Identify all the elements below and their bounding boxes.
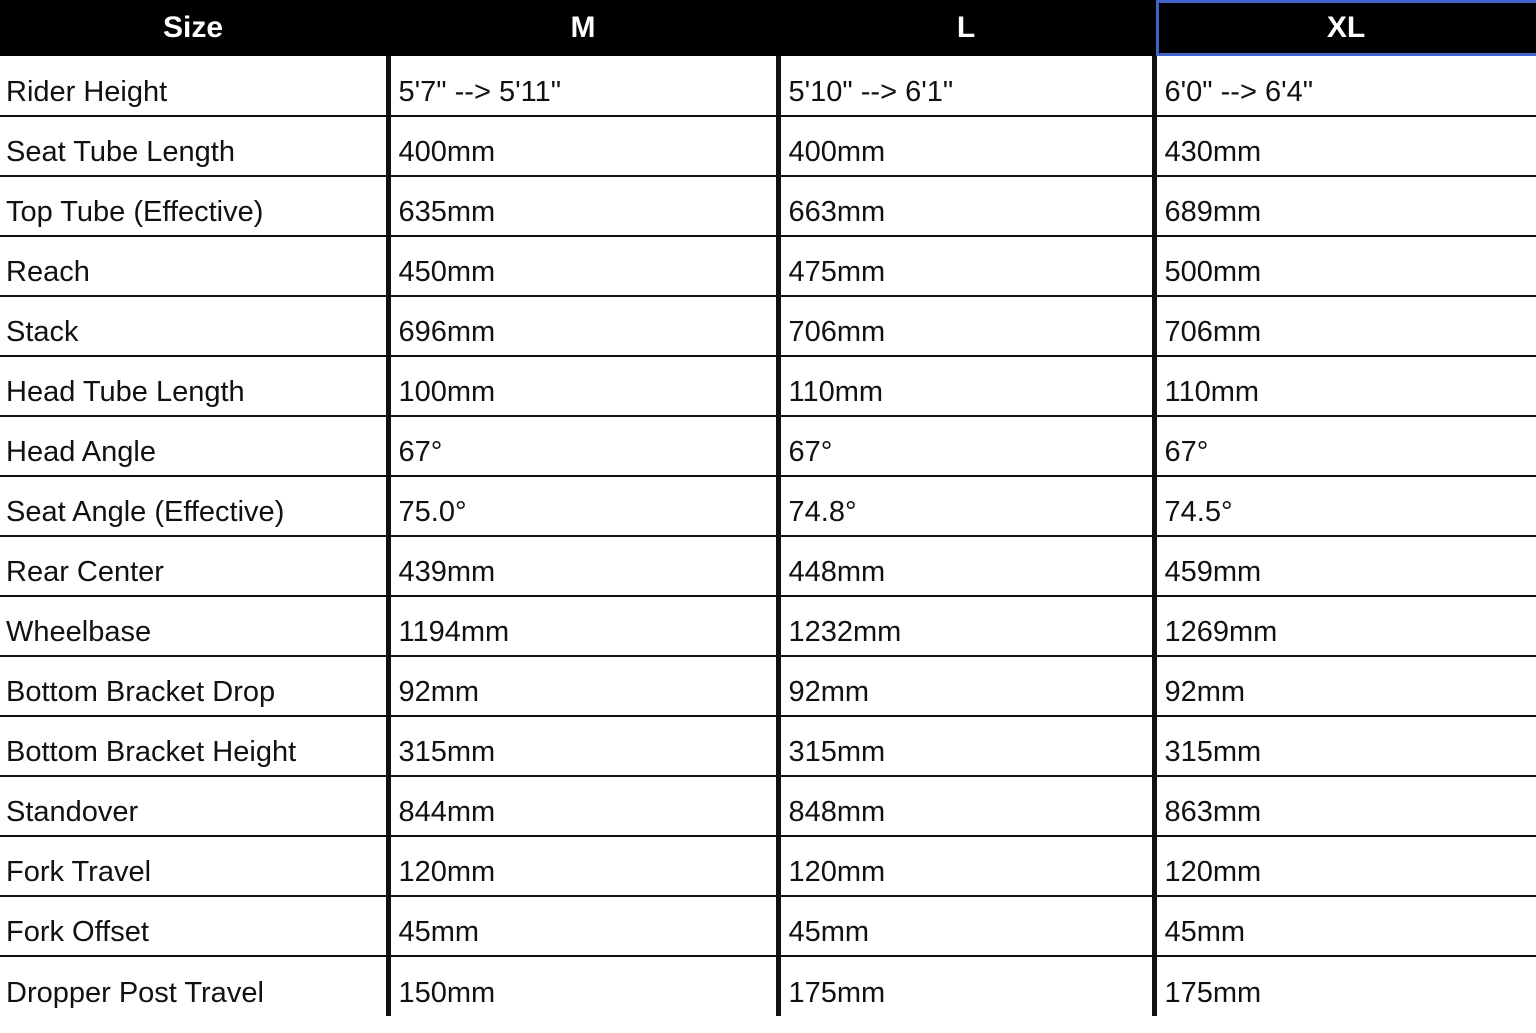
table-row — [0, 836, 1536, 896]
table-header — [0, 0, 1536, 56]
cell-xl: 92mm — [1154, 656, 1536, 716]
row-label: Dropper Post Travel — [6, 977, 264, 1009]
cell-m: 635mm — [388, 176, 778, 236]
cell-m: 844mm — [388, 776, 778, 836]
cell-xl: 110mm — [1154, 356, 1536, 416]
cell-xl: 74.5° — [1154, 476, 1536, 536]
table-row — [0, 416, 1536, 476]
cell-m: 450mm — [388, 236, 778, 296]
cell-m: 67° — [388, 416, 778, 476]
cell-l: 448mm — [778, 536, 1154, 596]
cell-xl: 500mm — [1154, 236, 1536, 296]
cell-l: 1232mm — [778, 596, 1154, 656]
header-size-xl[interactable]: XL — [1154, 0, 1536, 56]
row-label: Wheelbase — [0, 596, 388, 656]
cell-m: 696mm — [388, 296, 778, 356]
table-body — [0, 56, 1536, 1016]
header-size-m[interactable]: M — [388, 0, 778, 56]
cell-l: 475mm — [778, 236, 1154, 296]
cell-xl: 706mm — [1154, 296, 1536, 356]
cell-l: 74.8° — [778, 476, 1154, 536]
cell-xl: 120mm — [1154, 836, 1536, 896]
row-label: Seat Angle (Effective) — [0, 476, 388, 536]
row-label: Head Tube Length — [0, 356, 388, 416]
cell-l: 110mm — [778, 356, 1154, 416]
row-label: Rear Center — [0, 536, 388, 596]
cell-xl: 315mm — [1154, 716, 1536, 776]
cell-xl: 45mm — [1154, 896, 1536, 956]
row-label: Rider Height — [0, 56, 388, 116]
cell-l: 120mm — [778, 836, 1154, 896]
table-row — [0, 596, 1536, 656]
table-row — [0, 176, 1536, 236]
cell-xl: 1269mm — [1154, 596, 1536, 656]
cell-m: 92mm — [388, 656, 778, 716]
cell-xl: 6'0" --> 6'4" — [1154, 56, 1536, 116]
table-row — [0, 776, 1536, 836]
cell-xl: 863mm — [1154, 776, 1536, 836]
cell-m: 45mm — [388, 896, 778, 956]
cell-l: 663mm — [778, 176, 1154, 236]
cell-l: 706mm — [778, 296, 1154, 356]
cell-l: 45mm — [778, 896, 1154, 956]
cell-m: 120mm — [388, 836, 778, 896]
table-row — [0, 716, 1536, 776]
header-size-label: Size — [0, 0, 388, 56]
table-row — [0, 476, 1536, 536]
row-label: Standover — [0, 776, 388, 836]
cell-m: 1194mm — [388, 596, 778, 656]
cell-xl: 175mm — [1154, 956, 1536, 1016]
cell-l: 92mm — [778, 656, 1154, 716]
cell-m: 5'7" --> 5'11" — [388, 56, 778, 116]
row-label: Head Angle — [0, 416, 388, 476]
table-row — [0, 896, 1536, 956]
cell-xl: 67° — [1154, 416, 1536, 476]
table-row — [0, 296, 1536, 356]
cell-l: 67° — [778, 416, 1154, 476]
cell-m: 150mm — [388, 956, 778, 1016]
cell-m: 100mm — [388, 356, 778, 416]
row-label: Seat Tube Length — [0, 116, 388, 176]
table-row — [0, 56, 1536, 116]
cell-m: 75.0° — [388, 476, 778, 536]
cell-l: 400mm — [778, 116, 1154, 176]
table-row — [0, 236, 1536, 296]
cell-xl: 459mm — [1154, 536, 1536, 596]
row-label: Bottom Bracket Height — [0, 716, 388, 776]
cell-m: 315mm — [388, 716, 778, 776]
cell-l: 5'10" --> 6'1" — [778, 56, 1154, 116]
header-row — [0, 0, 1536, 56]
table-row — [0, 116, 1536, 176]
row-label: Fork Offset — [0, 896, 388, 956]
cell-l: 175mm — [778, 956, 1154, 1016]
cell-m: 439mm — [388, 536, 778, 596]
header-size-l[interactable]: L — [778, 0, 1154, 56]
table-row — [0, 356, 1536, 416]
table-row — [0, 956, 1536, 1016]
row-label: Top Tube (Effective) — [0, 176, 388, 236]
row-label: Fork Travel — [0, 836, 388, 896]
cell-l: 315mm — [778, 716, 1154, 776]
row-label: Bottom Bracket Drop — [0, 656, 388, 716]
cell-xl: 430mm — [1154, 116, 1536, 176]
table-row — [0, 656, 1536, 716]
table-row — [0, 536, 1536, 596]
row-label: Stack — [0, 296, 388, 356]
row-label: Reach — [0, 236, 388, 296]
cell-xl: 689mm — [1154, 176, 1536, 236]
cell-m: 400mm — [388, 116, 778, 176]
cell-l: 848mm — [778, 776, 1154, 836]
